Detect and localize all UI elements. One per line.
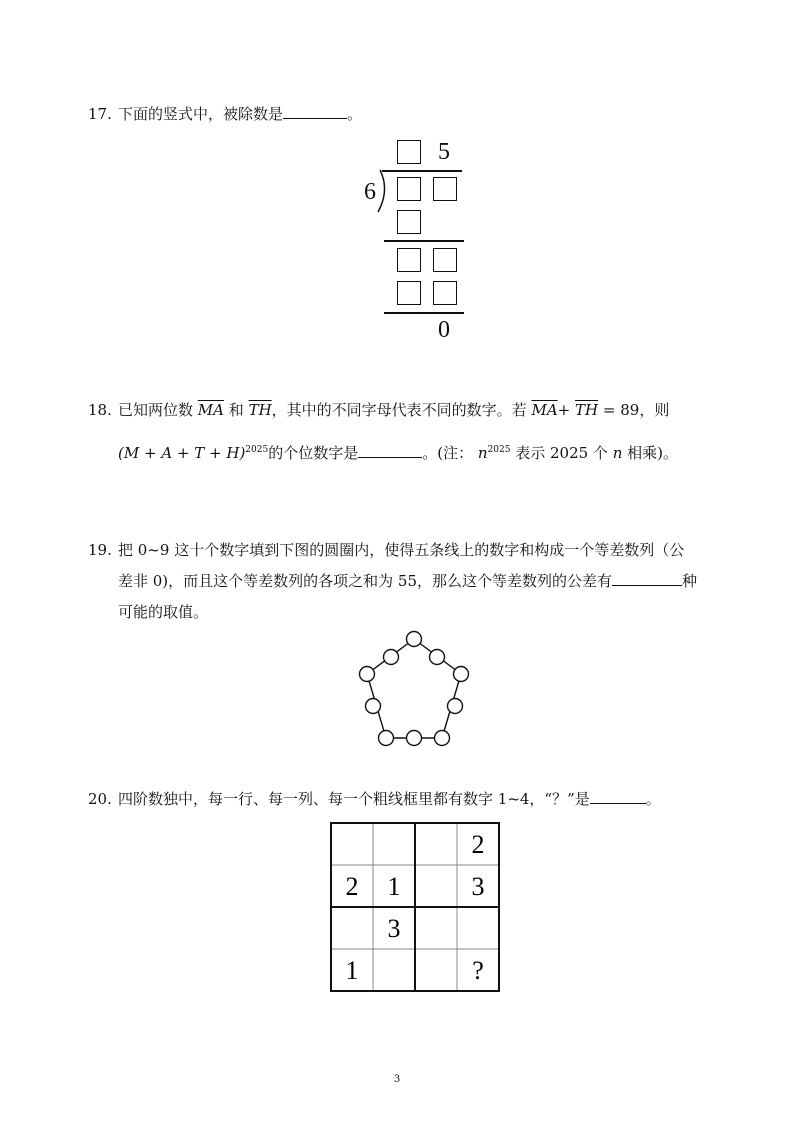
remainder: 0 bbox=[438, 317, 450, 343]
digit-box bbox=[397, 177, 421, 201]
sudoku-cell: 2 bbox=[471, 830, 485, 859]
number-circle[interactable] bbox=[360, 667, 375, 682]
number-th: $\overline{TH}$ bbox=[575, 401, 599, 419]
number-circle[interactable] bbox=[366, 699, 381, 714]
question-text-end: 。 bbox=[645, 790, 661, 808]
question-text: 已知两位数 bbox=[118, 401, 194, 419]
pentagon-circle-figure bbox=[344, 626, 484, 756]
question-text: 下面的竖式中，被除数是 bbox=[118, 105, 284, 123]
question-text: 和 bbox=[228, 401, 244, 419]
answer-blank[interactable] bbox=[283, 104, 347, 119]
number-circle[interactable] bbox=[384, 650, 399, 665]
sudoku-cell: ? bbox=[472, 956, 484, 985]
digit-box bbox=[433, 248, 457, 272]
page-number: 3 bbox=[393, 1074, 401, 1085]
sudoku-cell: 1 bbox=[345, 956, 359, 985]
question-17 bbox=[88, 104, 362, 124]
number-ma: $\overline{MA}$ bbox=[531, 401, 558, 419]
digit-box bbox=[397, 140, 421, 164]
question-18 bbox=[88, 400, 669, 420]
sudoku-grid bbox=[331, 823, 499, 991]
question-text: 把 0~9 这十个数字填到下图的圆圈内，使得五条线上的数字和构成一个等差数列（公 bbox=[118, 541, 685, 559]
answer-blank[interactable] bbox=[612, 571, 682, 586]
sudoku-cell: 3 bbox=[387, 914, 401, 943]
subtraction-line bbox=[384, 312, 464, 314]
answer-blank[interactable] bbox=[358, 443, 422, 458]
number-ma: $\overline{MA}$ bbox=[197, 401, 224, 419]
variable-n: n bbox=[477, 444, 488, 462]
number-circle[interactable] bbox=[454, 667, 469, 682]
sudoku-cell: 2 bbox=[345, 872, 359, 901]
sudoku-cell: 3 bbox=[471, 872, 485, 901]
exponent: 2025 bbox=[487, 445, 511, 455]
digit-box bbox=[397, 248, 421, 272]
variable-n: n bbox=[612, 444, 623, 462]
question-text: 相乘)。 bbox=[627, 444, 679, 462]
question-number: 18. bbox=[88, 401, 112, 419]
subtraction-line bbox=[384, 240, 464, 242]
digit-box bbox=[433, 281, 457, 305]
digit-box bbox=[397, 210, 421, 234]
question-19-line2 bbox=[88, 571, 697, 591]
expression: (M + A + T + H) bbox=[118, 444, 246, 462]
pentagon-outline bbox=[367, 639, 461, 738]
question-number: 17. bbox=[88, 105, 112, 123]
number-circle[interactable] bbox=[430, 650, 445, 665]
question-text-end: 。 bbox=[347, 105, 363, 123]
question-text: ，则 bbox=[639, 401, 670, 419]
sudoku-cell: 1 bbox=[387, 872, 401, 901]
equation-result: = 89 bbox=[602, 401, 640, 419]
exponent: 2025 bbox=[245, 445, 269, 455]
question-text: 差非 0)，而且这个等差数列的各项之和为 55，那么这个等差数列的公差有 bbox=[118, 572, 613, 590]
division-bar bbox=[382, 170, 462, 172]
question-19-line3 bbox=[88, 602, 208, 622]
number-circle[interactable] bbox=[379, 731, 394, 746]
question-text: ，其中的不同字母代表不同的数字。若 bbox=[271, 401, 527, 419]
divisor: 6 bbox=[364, 179, 376, 205]
number-th: $\overline{TH}$ bbox=[248, 401, 272, 419]
question-text: 可能的取值。 bbox=[118, 603, 209, 621]
digit-box bbox=[397, 281, 421, 305]
question-19 bbox=[88, 540, 684, 560]
question-text: 表示 2025 个 bbox=[515, 444, 608, 462]
number-circle[interactable] bbox=[435, 731, 450, 746]
question-text: 的个位数字是 bbox=[268, 444, 359, 462]
plus-sign: + bbox=[557, 401, 571, 419]
question-text: 四阶数独中，每一行、每一列、每一个粗线框里都有数字 1~4，“？”是 bbox=[118, 790, 590, 808]
question-18-line2 bbox=[88, 440, 678, 463]
answer-blank[interactable] bbox=[590, 789, 646, 804]
question-number: 20. bbox=[88, 790, 112, 808]
number-circle[interactable] bbox=[407, 731, 422, 746]
question-20 bbox=[88, 789, 661, 809]
question-number: 19. bbox=[88, 541, 112, 559]
number-circle[interactable] bbox=[407, 632, 422, 647]
number-circle[interactable] bbox=[448, 699, 463, 714]
quotient-digit: 5 bbox=[438, 139, 450, 165]
question-text: 。(注： bbox=[422, 444, 474, 462]
question-text: 种 bbox=[682, 572, 698, 590]
digit-box bbox=[433, 177, 457, 201]
